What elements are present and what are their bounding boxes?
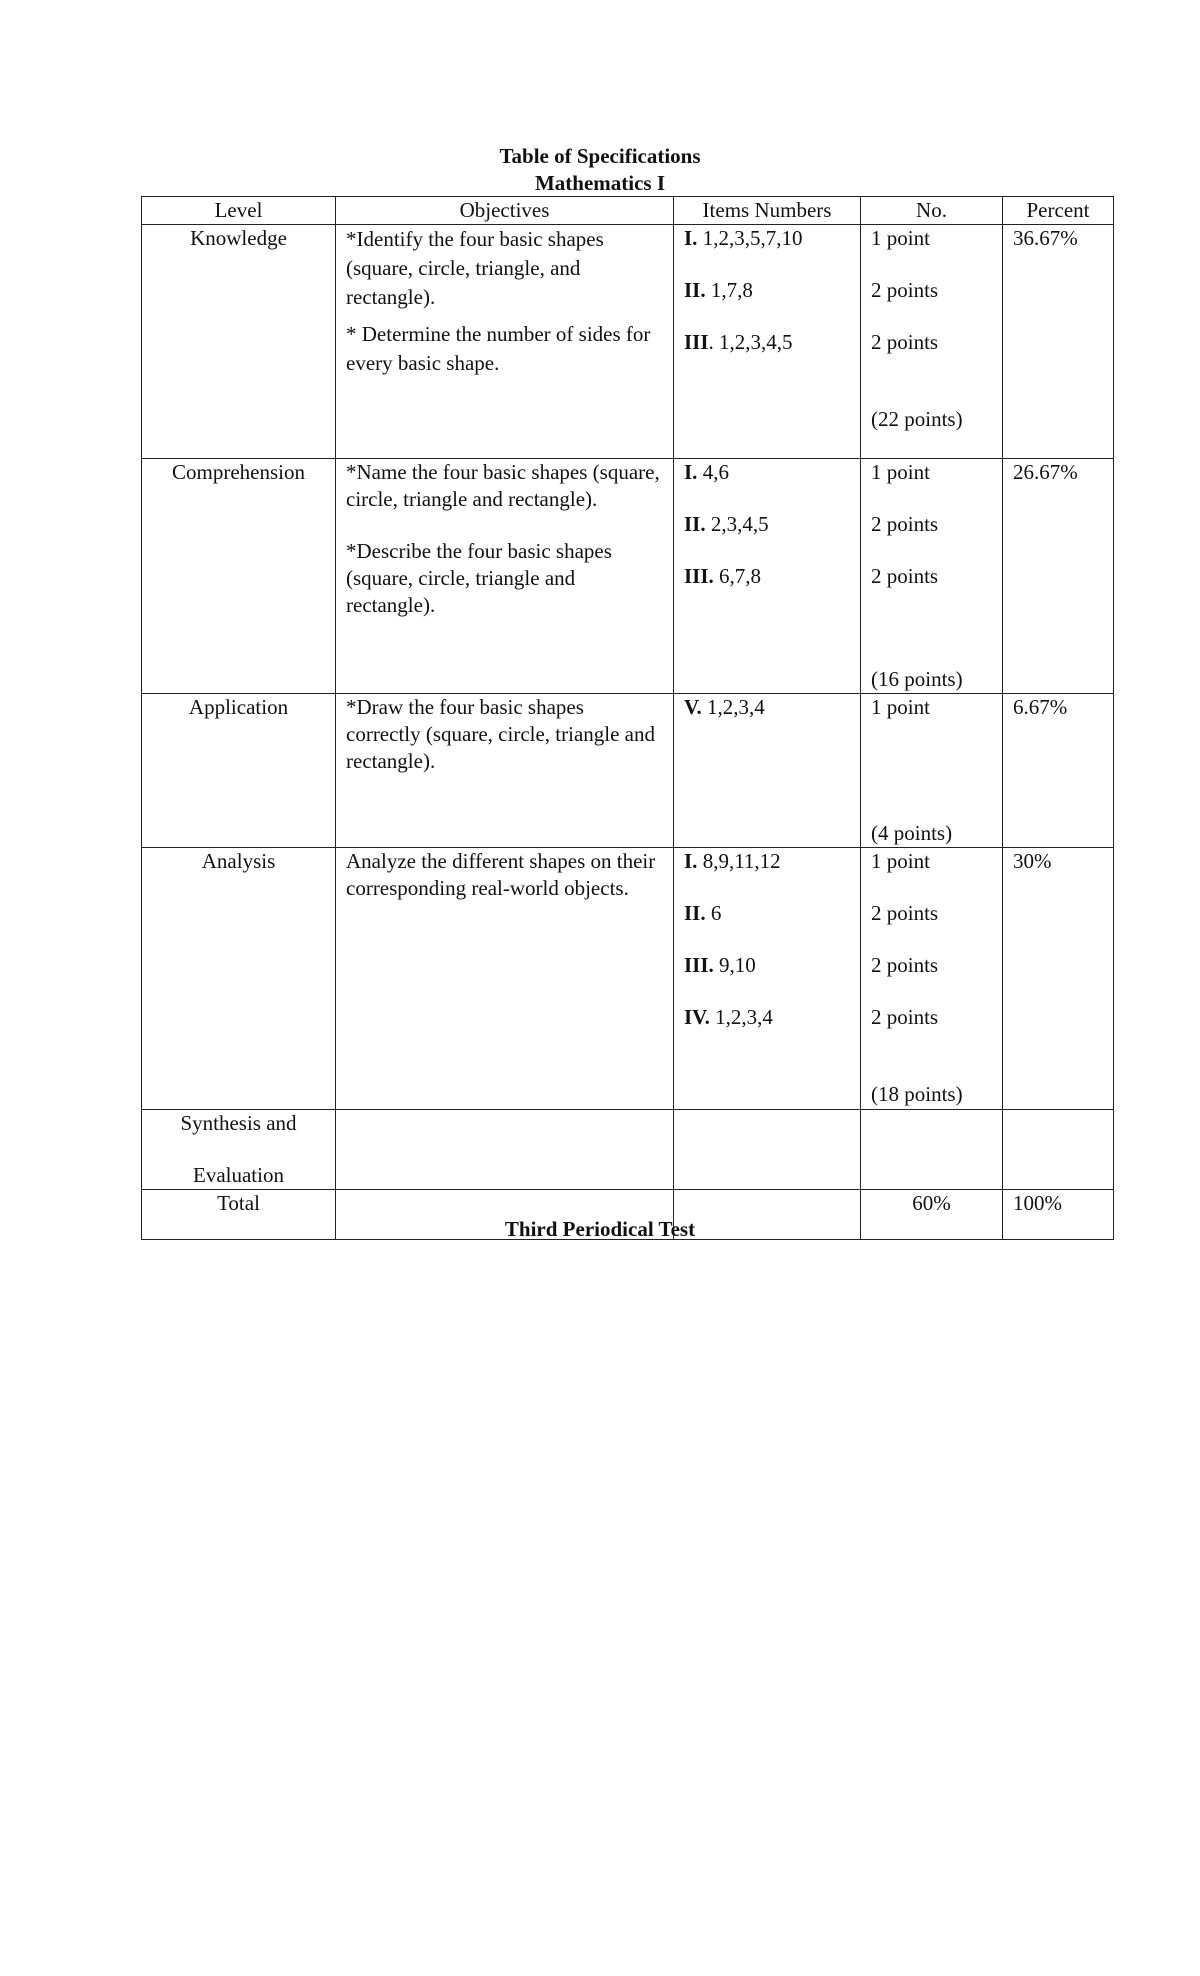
level-line: Evaluation: [193, 1163, 284, 1187]
points-line: 1 point: [871, 226, 930, 250]
table-row-comprehension: [142, 459, 1114, 694]
total-no-cell: 60%: [861, 1190, 1003, 1240]
points-total: (4 points): [871, 821, 953, 845]
header-percent: Percent: [1003, 197, 1114, 225]
points-line: 1 point: [871, 695, 930, 719]
objective-text: *Draw the four basic shapes correctly (square, circle, triangle and rectangle).: [346, 695, 656, 773]
items-cell: [674, 694, 861, 848]
level-cell: Comprehension: [142, 459, 336, 694]
objectives-cell: [336, 459, 674, 694]
percent-cell: [1003, 1110, 1114, 1190]
items-cell: [674, 459, 861, 694]
objectives-cell: [336, 225, 674, 459]
table-row-analysis: [142, 848, 1114, 1110]
level-cell: Analysis: [142, 848, 336, 1110]
total-label-cell: Total: [142, 1190, 336, 1240]
level-cell: Application: [142, 694, 336, 848]
points-line: 1 point: [871, 849, 930, 873]
points-line: 2 points: [871, 330, 939, 354]
level-cell: [142, 1110, 336, 1190]
specifications-table: [141, 196, 1114, 1240]
objective-text: *Name the four basic shapes (square, circle, triangle and rectangle).: [346, 460, 660, 511]
points-line: 2 points: [871, 953, 939, 977]
points-cell: [861, 459, 1003, 694]
items-cell: [674, 1110, 861, 1190]
points-line: 2 points: [871, 278, 939, 302]
item-line: II. 6: [684, 901, 722, 925]
item-line: I. 1,2,3,5,7,10: [684, 226, 803, 250]
points-total: (22 points): [871, 407, 963, 431]
points-line: 2 points: [871, 564, 939, 588]
points-cell: [861, 225, 1003, 459]
points-cell: [861, 1110, 1003, 1190]
header-level: Level: [142, 197, 336, 225]
percent-cell: 30%: [1003, 848, 1114, 1110]
points-total: (18 points): [871, 1082, 963, 1106]
document-title: Table of Specifications: [499, 144, 701, 168]
item-line: II. 1,7,8: [684, 278, 753, 302]
points-line: 1 point: [871, 460, 930, 484]
objective-text: *Identify the four basic shapes (square, circle, triangle, and rectangle).: [346, 227, 604, 309]
percent-cell: 26.67%: [1003, 459, 1114, 694]
objective-text: *Describe the four basic shapes (square, circle, triangle and rectangle).: [346, 539, 612, 617]
table-row-application: [142, 694, 1114, 848]
document-subtitle: Mathematics I: [534, 171, 666, 195]
level-cell: Knowledge: [142, 225, 336, 459]
item-line: V. 1,2,3,4: [684, 695, 765, 719]
percent-cell: 36.67%: [1003, 225, 1114, 459]
items-cell: [674, 225, 861, 459]
item-line: IV. 1,2,3,4: [684, 1005, 773, 1029]
points-line: 2 points: [871, 1005, 939, 1029]
document-footer-title: Third Periodical Test: [504, 1217, 696, 1241]
objectives-cell: [336, 1110, 674, 1190]
points-cell: [861, 694, 1003, 848]
header-items-numbers: Items Numbers: [674, 197, 861, 225]
level-line: Synthesis and: [180, 1111, 297, 1135]
item-line: III. 6,7,8: [684, 564, 762, 588]
points-line: 2 points: [871, 901, 939, 925]
points-cell: [861, 848, 1003, 1110]
total-percent-cell: 100%: [1003, 1190, 1114, 1240]
item-line: III. 9,10: [684, 953, 756, 977]
item-line: III. 1,2,3,4,5: [684, 330, 793, 354]
objective-text: Analyze the different shapes on their corresponding real-world objects.: [346, 849, 656, 900]
item-line: II. 2,3,4,5: [684, 512, 769, 536]
header-no: No.: [861, 197, 1003, 225]
objective-text: * Determine the number of sides for every basic shape.: [346, 322, 651, 375]
item-line: I. 8,9,11,12: [684, 849, 781, 873]
points-total: (16 points): [871, 667, 963, 691]
objectives-cell: [336, 848, 674, 1110]
table-row-knowledge: [142, 225, 1114, 459]
points-line: 2 points: [871, 512, 939, 536]
table-row-synthesis: [142, 1110, 1114, 1190]
item-line: I. 4,6: [684, 460, 729, 484]
items-cell: [674, 848, 861, 1110]
percent-cell: 6.67%: [1003, 694, 1114, 848]
table-header-row: [142, 197, 1114, 225]
objectives-cell: [336, 694, 674, 848]
header-objectives: Objectives: [336, 197, 674, 225]
